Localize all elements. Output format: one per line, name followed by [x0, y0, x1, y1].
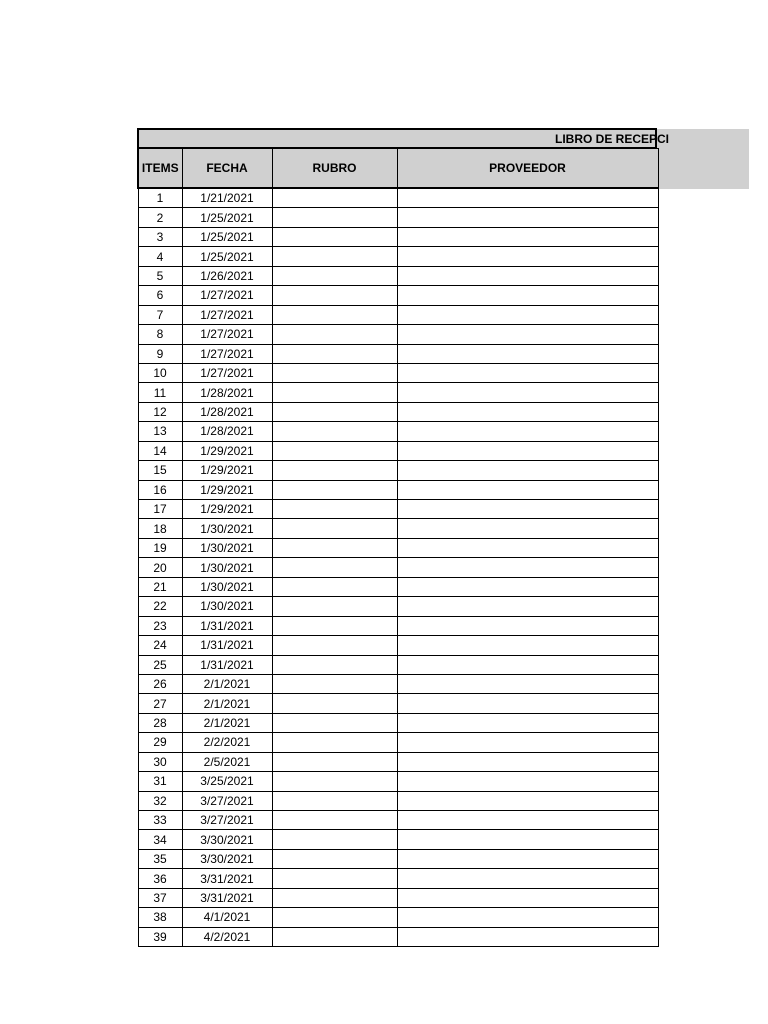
- table-row: [138, 480, 658, 499]
- cell-item: 26: [138, 674, 182, 693]
- cell-proveedor: [397, 247, 658, 266]
- cell-rubro: [272, 830, 397, 849]
- table-row: [138, 655, 658, 674]
- table-row: [138, 363, 658, 382]
- cell-fecha: 1/21/2021: [182, 188, 272, 208]
- cell-proveedor: [397, 538, 658, 557]
- cell-rubro: [272, 344, 397, 363]
- cell-proveedor: [397, 344, 658, 363]
- table-row: [138, 188, 658, 208]
- cell-fecha: 1/25/2021: [182, 208, 272, 227]
- cell-fecha: 1/27/2021: [182, 363, 272, 382]
- cell-item: 33: [138, 811, 182, 830]
- cell-rubro: [272, 616, 397, 635]
- cell-fecha: 2/5/2021: [182, 752, 272, 771]
- cell-item: 19: [138, 538, 182, 557]
- cell-item: 32: [138, 791, 182, 810]
- cell-proveedor: [397, 713, 658, 732]
- cell-item: 25: [138, 655, 182, 674]
- cell-rubro: [272, 752, 397, 771]
- table-row: [138, 733, 658, 752]
- cell-rubro: [272, 577, 397, 596]
- table-row: [138, 791, 658, 810]
- cell-item: 39: [138, 927, 182, 946]
- cell-item: 31: [138, 772, 182, 791]
- cell-proveedor: [397, 830, 658, 849]
- column-header-fecha: FECHA: [182, 149, 272, 189]
- cell-proveedor: [397, 266, 658, 285]
- cell-fecha: 2/2/2021: [182, 733, 272, 752]
- cell-item: 18: [138, 519, 182, 538]
- cell-proveedor: [397, 519, 658, 538]
- cell-fecha: 3/30/2021: [182, 849, 272, 868]
- table-body: [138, 188, 658, 947]
- cell-fecha: 1/29/2021: [182, 500, 272, 519]
- cell-fecha: 1/25/2021: [182, 227, 272, 246]
- cell-item: 16: [138, 480, 182, 499]
- cell-item: 20: [138, 558, 182, 577]
- cell-rubro: [272, 538, 397, 557]
- cell-item: 9: [138, 344, 182, 363]
- table-row: [138, 616, 658, 635]
- table-row: [138, 713, 658, 732]
- cell-rubro: [272, 227, 397, 246]
- cell-proveedor: [397, 500, 658, 519]
- table-row: [138, 519, 658, 538]
- table-row: [138, 849, 658, 868]
- cell-item: 28: [138, 713, 182, 732]
- cell-proveedor: [397, 597, 658, 616]
- cell-proveedor: [397, 888, 658, 907]
- cell-item: 11: [138, 383, 182, 402]
- table-row: [138, 674, 658, 693]
- cell-item: 36: [138, 869, 182, 888]
- table-row: [138, 247, 658, 266]
- cell-rubro: [272, 519, 397, 538]
- cell-rubro: [272, 811, 397, 830]
- cell-rubro: [272, 849, 397, 868]
- cell-item: 1: [138, 188, 182, 208]
- cell-item: 6: [138, 286, 182, 305]
- cell-proveedor: [397, 577, 658, 596]
- table-row: [138, 325, 658, 344]
- cell-item: 34: [138, 830, 182, 849]
- cell-item: 13: [138, 422, 182, 441]
- cell-proveedor: [397, 694, 658, 713]
- cell-rubro: [272, 480, 397, 499]
- cell-item: 23: [138, 616, 182, 635]
- cell-fecha: 1/26/2021: [182, 266, 272, 285]
- cell-rubro: [272, 266, 397, 285]
- cell-rubro: [272, 325, 397, 344]
- table-row: [138, 500, 658, 519]
- table-row: [138, 869, 658, 888]
- cell-rubro: [272, 422, 397, 441]
- cell-fecha: 1/27/2021: [182, 286, 272, 305]
- cell-item: 27: [138, 694, 182, 713]
- table-row: [138, 208, 658, 227]
- table-row: [138, 227, 658, 246]
- cell-proveedor: [397, 441, 658, 460]
- cell-fecha: 4/1/2021: [182, 908, 272, 927]
- table-row: [138, 888, 658, 907]
- cell-item: 21: [138, 577, 182, 596]
- cell-proveedor: [397, 422, 658, 441]
- cell-item: 30: [138, 752, 182, 771]
- cell-item: 14: [138, 441, 182, 460]
- cell-rubro: [272, 500, 397, 519]
- table-row: [138, 461, 658, 480]
- reception-log-sheet: [137, 128, 670, 947]
- table-row: [138, 422, 658, 441]
- cell-item: 5: [138, 266, 182, 285]
- cell-proveedor: [397, 849, 658, 868]
- cell-proveedor: [397, 674, 658, 693]
- cell-proveedor: [397, 461, 658, 480]
- cell-fecha: 3/27/2021: [182, 791, 272, 810]
- cell-proveedor: [397, 286, 658, 305]
- table-row: [138, 830, 658, 849]
- table-row: [138, 752, 658, 771]
- cell-fecha: 2/1/2021: [182, 674, 272, 693]
- cell-rubro: [272, 908, 397, 927]
- cell-fecha: 4/2/2021: [182, 927, 272, 946]
- cell-proveedor: [397, 927, 658, 946]
- cell-item: 35: [138, 849, 182, 868]
- cell-fecha: 3/25/2021: [182, 772, 272, 791]
- table-row: [138, 305, 658, 324]
- column-header-proveedor: PROVEEDOR: [397, 149, 658, 189]
- cell-proveedor: [397, 616, 658, 635]
- table-row: [138, 286, 658, 305]
- title-band: [137, 128, 670, 148]
- cell-fecha: 1/31/2021: [182, 655, 272, 674]
- cell-fecha: 1/30/2021: [182, 538, 272, 557]
- cell-item: 15: [138, 461, 182, 480]
- table-row: [138, 402, 658, 421]
- cell-fecha: 1/31/2021: [182, 636, 272, 655]
- cell-item: 3: [138, 227, 182, 246]
- cell-rubro: [272, 674, 397, 693]
- cell-rubro: [272, 636, 397, 655]
- reception-table: [137, 148, 659, 947]
- cell-proveedor: [397, 208, 658, 227]
- cell-proveedor: [397, 402, 658, 421]
- cell-rubro: [272, 733, 397, 752]
- table-row: [138, 266, 658, 285]
- cell-fecha: 3/31/2021: [182, 888, 272, 907]
- cell-fecha: 1/29/2021: [182, 441, 272, 460]
- cell-fecha: 1/28/2021: [182, 383, 272, 402]
- cell-item: 10: [138, 363, 182, 382]
- cell-rubro: [272, 888, 397, 907]
- cell-proveedor: [397, 791, 658, 810]
- cell-fecha: 3/27/2021: [182, 811, 272, 830]
- cell-fecha: 1/28/2021: [182, 422, 272, 441]
- cell-fecha: 1/27/2021: [182, 305, 272, 324]
- cell-rubro: [272, 383, 397, 402]
- table-row: [138, 772, 658, 791]
- cell-fecha: 1/30/2021: [182, 558, 272, 577]
- cell-proveedor: [397, 733, 658, 752]
- cell-item: 12: [138, 402, 182, 421]
- cell-rubro: [272, 713, 397, 732]
- cell-fecha: 2/1/2021: [182, 694, 272, 713]
- cell-fecha: 1/30/2021: [182, 597, 272, 616]
- cell-rubro: [272, 791, 397, 810]
- table-row: [138, 908, 658, 927]
- cell-rubro: [272, 772, 397, 791]
- column-header-items: ITEMS: [138, 149, 182, 189]
- table-row: [138, 927, 658, 946]
- cell-proveedor: [397, 636, 658, 655]
- table-row: [138, 811, 658, 830]
- cell-item: 7: [138, 305, 182, 324]
- table-row: [138, 636, 658, 655]
- header-row: [138, 149, 658, 189]
- cell-proveedor: [397, 869, 658, 888]
- cell-proveedor: [397, 772, 658, 791]
- table-row: [138, 577, 658, 596]
- cell-proveedor: [397, 383, 658, 402]
- cell-proveedor: [397, 811, 658, 830]
- column-header-rubro: RUBRO: [272, 149, 397, 189]
- cell-rubro: [272, 441, 397, 460]
- cell-item: 22: [138, 597, 182, 616]
- cell-fecha: 1/30/2021: [182, 577, 272, 596]
- table-row: [138, 344, 658, 363]
- cell-item: 37: [138, 888, 182, 907]
- cell-rubro: [272, 188, 397, 208]
- cell-fecha: 3/30/2021: [182, 830, 272, 849]
- cell-fecha: 1/30/2021: [182, 519, 272, 538]
- cell-rubro: [272, 597, 397, 616]
- cell-item: 29: [138, 733, 182, 752]
- cell-item: 8: [138, 325, 182, 344]
- cell-rubro: [272, 694, 397, 713]
- cell-fecha: 1/29/2021: [182, 461, 272, 480]
- cell-proveedor: [397, 908, 658, 927]
- cell-fecha: 1/28/2021: [182, 402, 272, 421]
- cell-proveedor: [397, 305, 658, 324]
- cell-fecha: 3/31/2021: [182, 869, 272, 888]
- cell-fecha: 2/1/2021: [182, 713, 272, 732]
- cell-rubro: [272, 927, 397, 946]
- cell-proveedor: [397, 752, 658, 771]
- cell-fecha: 1/27/2021: [182, 325, 272, 344]
- cell-rubro: [272, 305, 397, 324]
- table-row: [138, 538, 658, 557]
- table-row: [138, 694, 658, 713]
- cell-rubro: [272, 247, 397, 266]
- cell-fecha: 1/27/2021: [182, 344, 272, 363]
- cell-proveedor: [397, 655, 658, 674]
- cell-rubro: [272, 558, 397, 577]
- cell-rubro: [272, 208, 397, 227]
- header-fill-overflow: [657, 129, 749, 189]
- cell-proveedor: [397, 363, 658, 382]
- cell-proveedor: [397, 480, 658, 499]
- cell-proveedor: [397, 325, 658, 344]
- cell-fecha: 1/29/2021: [182, 480, 272, 499]
- document-title: LIBRO DE RECEPCI: [555, 132, 670, 146]
- cell-proveedor: [397, 558, 658, 577]
- cell-rubro: [272, 869, 397, 888]
- cell-item: 17: [138, 500, 182, 519]
- table-row: [138, 597, 658, 616]
- cell-rubro: [272, 402, 397, 421]
- table-row: [138, 383, 658, 402]
- cell-rubro: [272, 286, 397, 305]
- cell-item: 24: [138, 636, 182, 655]
- cell-item: 2: [138, 208, 182, 227]
- cell-rubro: [272, 655, 397, 674]
- cell-fecha: 1/31/2021: [182, 616, 272, 635]
- cell-proveedor: [397, 227, 658, 246]
- cell-rubro: [272, 461, 397, 480]
- table-row: [138, 558, 658, 577]
- cell-fecha: 1/25/2021: [182, 247, 272, 266]
- cell-rubro: [272, 363, 397, 382]
- cell-item: 4: [138, 247, 182, 266]
- table-row: [138, 441, 658, 460]
- cell-item: 38: [138, 908, 182, 927]
- cell-proveedor: [397, 188, 658, 208]
